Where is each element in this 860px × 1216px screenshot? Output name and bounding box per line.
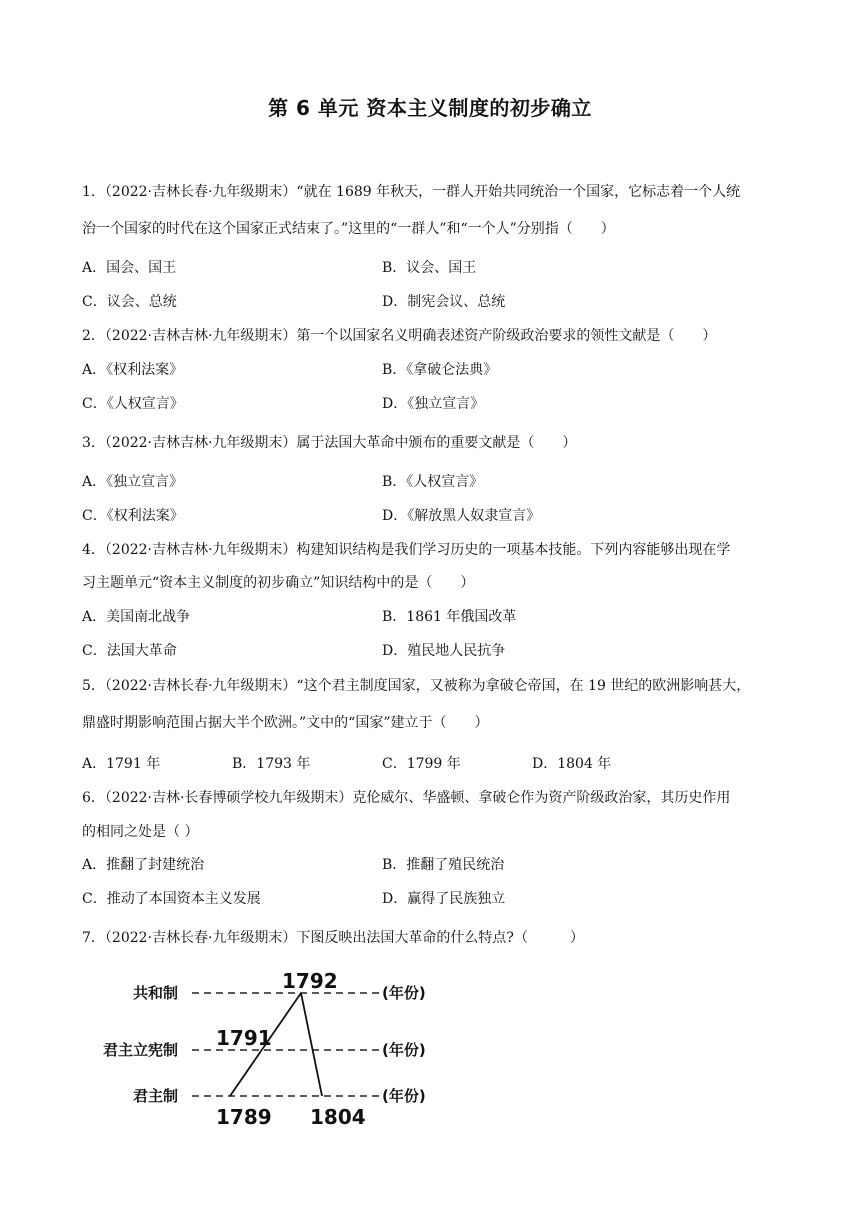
question-1-option-b: B．议会、国王 <box>382 260 477 276</box>
question-5-stem-line-1: 5．（2022·吉林长春·九年级期末）“这个君主制度国家，又被称为拿破仑帝国，在 19 世纪的欧洲影响甚大， <box>82 678 751 694</box>
question-2-stem-line-1: 2．（2022·吉林吉林·九年级期末）第一个以国家名义明确表述资产阶级政治要求的领性文献是（ ） <box>82 328 717 344</box>
question-4-option-d: D．殖民地人民抗争 <box>382 643 506 659</box>
year-label-1804: 1804 <box>310 1105 366 1129</box>
question-4-stem-line-2: 习主题单元“资本主义制度的初步确立”知识结构中的是（ ） <box>82 575 475 591</box>
question-4-stem-line-1: 4．（2022·吉林吉林·九年级期末）构建知识结构是我们学习历史的一项基本技能。下列内容能够出现在学 <box>82 542 731 558</box>
question-2-option-a: A．《权利法案》 <box>82 362 184 378</box>
question-3-option-d: D．《解放黑人奴隶宣言》 <box>382 508 541 524</box>
transition-line-fall <box>301 993 322 1096</box>
year-label-1792: 1792 <box>282 969 338 993</box>
year-label-1789: 1789 <box>216 1105 272 1129</box>
page-title: 第 6 单元 资本主义制度的初步确立 <box>268 96 592 120</box>
question-6-option-a: A．推翻了封建统治 <box>82 857 205 873</box>
question-4-option-b: B．1861 年俄国改革 <box>382 609 517 625</box>
row-label-republic: 共和制 <box>132 984 178 1002</box>
question-6-option-b: B．推翻了殖民统治 <box>382 857 505 873</box>
question-3-stem-line-1: 3．（2022·吉林吉林·九年级期末）属于法国大革命中颁布的重要文献是（ ） <box>82 435 577 451</box>
question-4-option-a: A．美国南北战争 <box>82 609 191 625</box>
question-6-option-d: D．赢得了民族独立 <box>382 891 506 907</box>
question-4-option-c: C．法国大革命 <box>82 643 177 659</box>
question-1-stem-line-2: 治一个国家的时代在这个国家正式结束了。”这里的“一群人”和“一个人”分别指（ ） <box>82 221 615 237</box>
question-3-option-c: C．《权利法案》 <box>82 508 184 524</box>
question-2-option-c: C．《人权宣言》 <box>82 396 184 412</box>
question-3-option-a: A．《独立宣言》 <box>82 474 184 490</box>
question-1-option-a: A．国会、国王 <box>82 260 177 276</box>
question-5-option-b: B．1793 年 <box>232 756 311 772</box>
year-label-1791: 1791 <box>216 1026 272 1050</box>
question-5-option-a: A．1791 年 <box>82 756 161 772</box>
regime-timeline-diagram <box>88 958 458 1138</box>
question-6-stem-line-1: 6．（2022·吉林·长春博硕学校九年级期末）克伦威尔、华盛顿、拿破仑作为资产阶级政治家，其历史作用 <box>82 790 731 806</box>
question-6-stem-line-2: 的相同之处是（ ） <box>82 824 199 840</box>
row-label-monarchy: 君主制 <box>132 1087 178 1105</box>
question-5-option-c: C．1799 年 <box>382 756 461 772</box>
question-2-option-d: D．《独立宣言》 <box>382 396 485 412</box>
question-1-option-c: C．议会、总统 <box>82 294 177 310</box>
question-5-stem-line-2: 鼎盛时期影响范围占据大半个欧洲。”文中的“国家”建立于（ ） <box>82 715 489 731</box>
row-unit-republic: (年份) <box>382 984 426 1002</box>
row-unit-constitutional-monarchy: (年份) <box>382 1041 426 1059</box>
row-unit-monarchy: (年份) <box>382 1087 426 1105</box>
question-1-stem-line-1: 1．（2022·吉林长春·九年级期末）“就在 1689 年秋天，一群人开始共同统治一个国家，它标志着一个人统 <box>82 184 741 200</box>
question-6-option-c: C．推动了本国资本主义发展 <box>82 891 261 907</box>
question-2-option-b: B．《拿破仑法典》 <box>382 362 498 378</box>
question-3-option-b: B．《人权宣言》 <box>382 474 484 490</box>
question-7-stem-line-1: 7．（2022·吉林长春·九年级期末）下图反映出法国大革命的什么特点?（ ） <box>82 930 584 946</box>
question-1-option-d: D．制宪会议、总统 <box>382 294 506 310</box>
question-5-option-d: D．1804 年 <box>532 756 612 772</box>
row-label-constitutional-monarchy: 君主立宪制 <box>102 1041 178 1059</box>
